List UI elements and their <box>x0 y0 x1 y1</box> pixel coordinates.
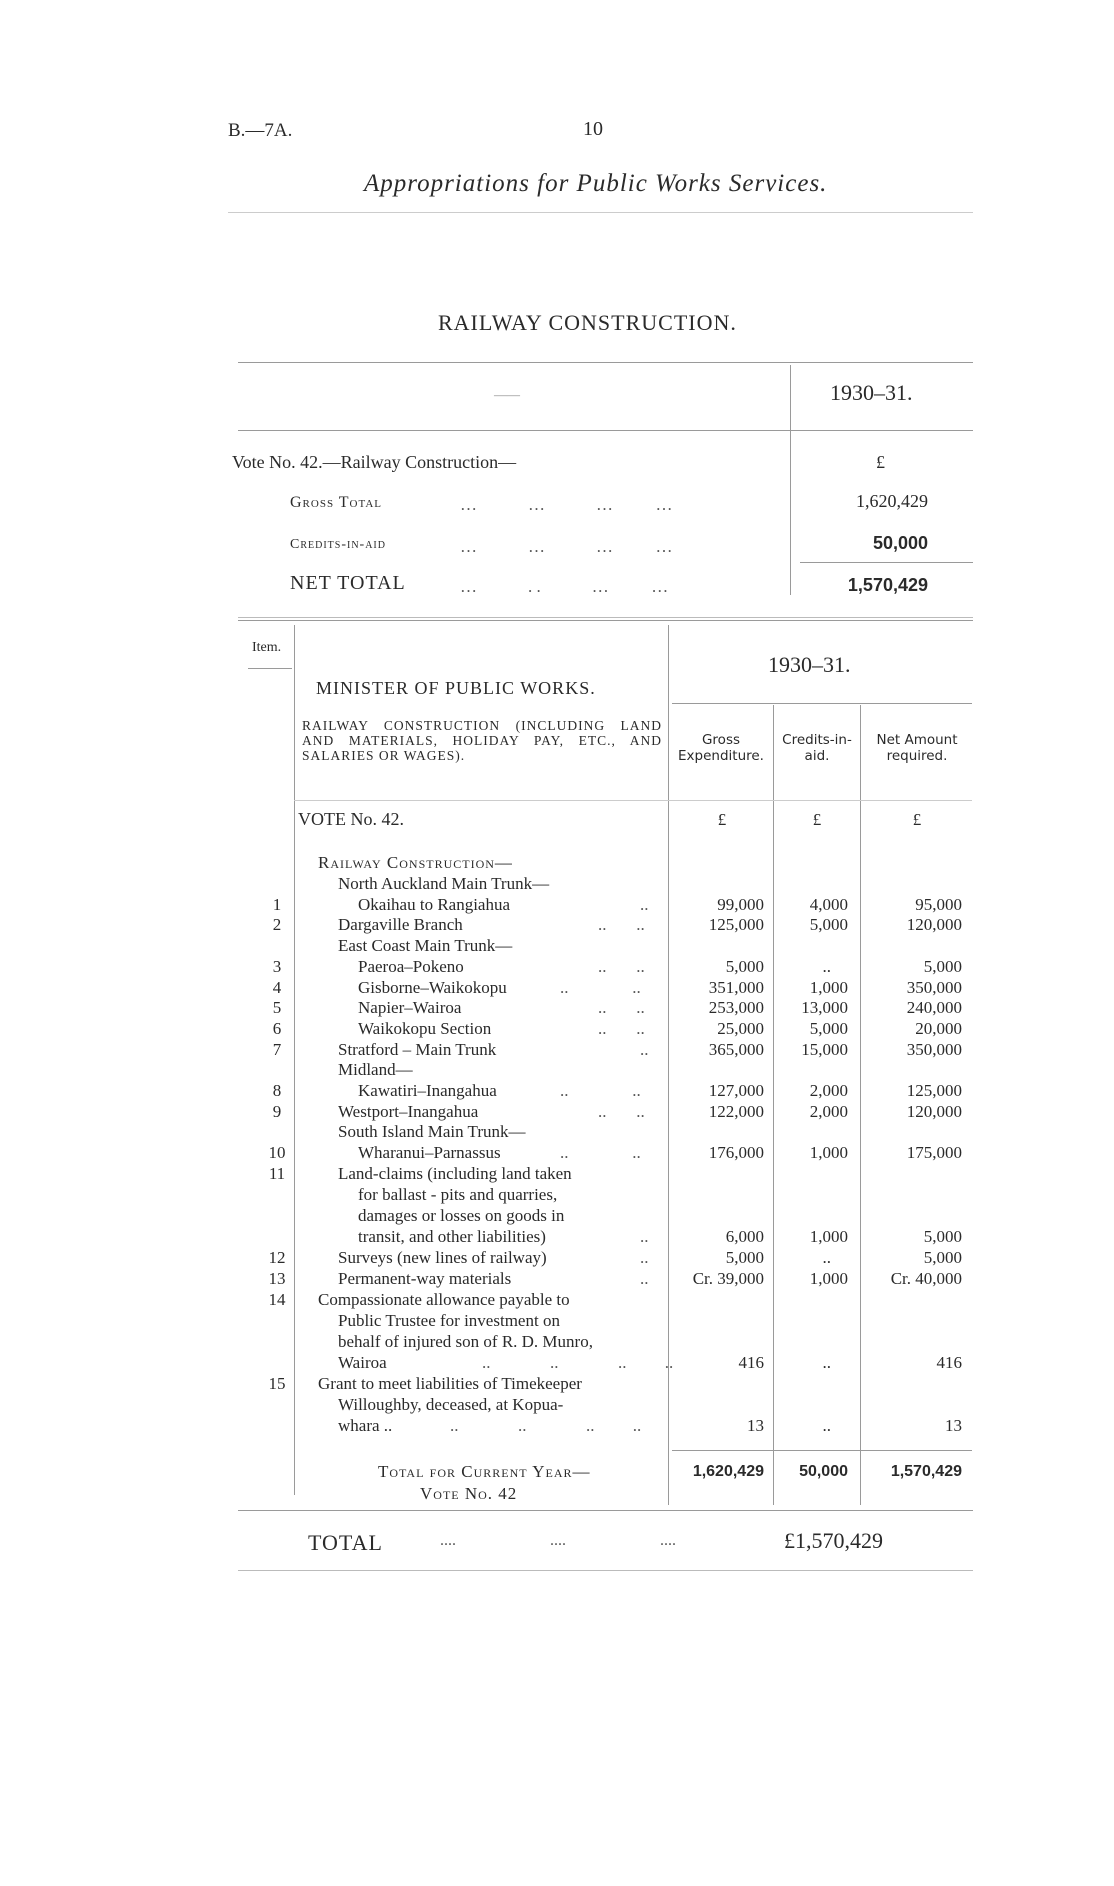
summary-gross-value: 1,620,429 <box>856 491 928 511</box>
item-net: 350,000 <box>906 1040 962 1059</box>
item-net: 5,000 <box>923 1248 962 1267</box>
item-net: 5,000 <box>923 1227 962 1246</box>
item-label-line: Compassionate allowance payable to <box>318 1290 570 1309</box>
item-net: 240,000 <box>906 998 962 1017</box>
summary-net-label: NET TOTAL <box>290 572 406 594</box>
item-label-line: Grant to meet liabilities of Timekeeper <box>318 1374 582 1393</box>
item-net: 416 <box>936 1353 962 1372</box>
item-gross: 5,000 <box>725 957 764 976</box>
item-label-line: Wairoa <box>338 1353 387 1372</box>
detail-year-rule <box>672 703 972 704</box>
item-label-line: for ballast - pits and quarries, <box>358 1185 558 1204</box>
summary-dash: —— <box>494 387 520 402</box>
item-credits: .. <box>822 1416 831 1435</box>
item-gross: 6,000 <box>725 1227 764 1246</box>
item-gross: 416 <box>738 1353 764 1372</box>
item-gross: 122,000 <box>708 1102 764 1121</box>
item-credits: 1,000 <box>809 1143 848 1162</box>
item-credits: .. <box>822 1353 831 1372</box>
item-label-line: Land-claims (including land taken <box>338 1164 572 1183</box>
item-number: 12 <box>268 1248 286 1267</box>
total-net: 1,570,429 <box>890 1463 962 1480</box>
col-credits-header: Credits-in-aid. <box>782 732 852 764</box>
page-subtitle: Appropriations for Public Works Services. <box>364 170 828 197</box>
summary-vote-label: Vote No. 42.—Railway Construction— <box>232 452 517 472</box>
item-credits: 5,000 <box>809 915 848 934</box>
item-label: Paeroa–Pokeno <box>358 957 464 976</box>
item-label: Kawatiri–Inangahua <box>358 1081 497 1100</box>
item-credits: 5,000 <box>809 1019 848 1038</box>
item-header-rule <box>248 668 292 669</box>
item-label-line: transit, and other liabilities) <box>358 1227 546 1246</box>
dot-leader: .. <box>640 1269 649 1288</box>
item-label-line: damages or losses on goods in <box>358 1206 565 1225</box>
total-label-line-1: Total for Current Year— <box>378 1462 591 1481</box>
item-label-line: behalf of injured son of R. D. Munro, <box>338 1332 593 1351</box>
item-label-line: Public Trustee for investment on <box>338 1311 560 1330</box>
item-number: 15 <box>268 1374 286 1393</box>
item-label: Westport–Inangahua <box>338 1102 479 1121</box>
vote-number: VOTE No. 42. <box>298 809 404 829</box>
item-number: 2 <box>272 915 282 934</box>
summary-credits-label: Credits-in-aid <box>290 537 386 552</box>
total-credits: 50,000 <box>799 1463 848 1480</box>
summary-credits-value: 50,000 <box>872 533 928 553</box>
item-net: 175,000 <box>906 1143 962 1162</box>
item-label-line: Willoughby, deceased, at Kopua- <box>338 1395 564 1414</box>
detail-desc-divider <box>668 625 669 1505</box>
item-number: 8 <box>272 1081 282 1100</box>
item-gross: 25,000 <box>717 1019 764 1038</box>
item-credits: .. <box>822 957 831 976</box>
footer-rule <box>238 1570 973 1571</box>
summary-net-value: 1,570,429 <box>847 575 928 595</box>
summary-top-rule <box>238 362 973 363</box>
dot-leader: .. .. <box>598 1102 645 1121</box>
item-gross: 127,000 <box>708 1081 764 1100</box>
item-net: 5,000 <box>923 957 962 976</box>
item-label: Wharanui–Parnassus <box>358 1143 501 1162</box>
footer-total-label: TOTAL <box>308 1530 383 1555</box>
item-number: 11 <box>268 1164 286 1183</box>
dot-leader: .. <box>640 1248 649 1267</box>
item-label: Stratford – Main Trunk <box>338 1040 497 1059</box>
item-gross: 13 <box>747 1416 764 1435</box>
footer-total-value: £1,570,429 <box>784 1528 883 1553</box>
item-credits: 15,000 <box>801 1040 848 1059</box>
item-gross: 99,000 <box>717 895 764 914</box>
dot-leader: .. .. <box>560 978 641 997</box>
item-label-line: whara .. <box>338 1416 393 1435</box>
dot-leader: .. .. <box>560 1143 641 1162</box>
footer-dots: .... .... .... <box>440 1532 676 1549</box>
item-net: 95,000 <box>915 895 962 914</box>
item-header: Item. <box>252 640 282 655</box>
summary-bottom-rule <box>238 617 973 618</box>
item-number: 14 <box>268 1290 286 1309</box>
dot-leader: .. .. <box>598 915 645 934</box>
minister-heading: MINISTER OF PUBLIC WORKS. <box>316 678 596 698</box>
detail-top-rule <box>238 620 973 621</box>
item-credits: 1,000 <box>809 1269 848 1288</box>
summary-credits-leader: … … … … <box>460 537 673 556</box>
item-gross: 5,000 <box>725 1248 764 1267</box>
net-currency: £ <box>912 810 922 829</box>
item-credits: .. <box>822 1248 831 1267</box>
col-net-header: Net Amount required. <box>876 732 958 764</box>
detail-description: RAILWAY CONSTRUCTION (INCLUDING LAND AND MATERIALS, HOLIDAY PAY, ETC., AND SALARIES OR WAGES). <box>302 718 662 763</box>
summary-year: 1930–31. <box>830 380 913 405</box>
item-net: 350,000 <box>906 978 962 997</box>
east-coast-heading: East Coast Main Trunk— <box>338 936 513 955</box>
south-island-heading: South Island Main Trunk— <box>338 1122 526 1141</box>
item-number: 5 <box>272 998 282 1017</box>
page-number: 10 <box>583 118 603 140</box>
item-number: 1 <box>272 895 282 914</box>
detail-credits-divider <box>860 705 861 1505</box>
item-net: 120,000 <box>906 1102 962 1121</box>
detail-item-divider <box>294 625 295 1495</box>
item-gross: Cr. 39,000 <box>692 1269 764 1288</box>
item-credits: 4,000 <box>809 895 848 914</box>
item-label: Gisborne–Waikokopu <box>358 978 507 997</box>
dot-leader: .. <box>640 1227 649 1246</box>
item-credits: 1,000 <box>809 1227 848 1246</box>
summary-currency: £ <box>876 452 885 472</box>
dot-leader: .. .. <box>598 998 645 1017</box>
dot-leader: .. .. .. .. <box>450 1416 642 1435</box>
col-gross-header: Gross Expenditure. <box>678 732 764 764</box>
dot-leader: .. .. <box>598 1019 645 1038</box>
item-credits: 2,000 <box>809 1081 848 1100</box>
detail-bottom-rule <box>238 1510 973 1511</box>
item-number: 10 <box>268 1143 286 1162</box>
item-label: Napier–Wairoa <box>358 998 462 1017</box>
detail-year: 1930–31. <box>768 652 851 677</box>
item-label: Dargaville Branch <box>338 915 463 934</box>
header-rule <box>228 212 973 213</box>
dot-leader: .. .. <box>560 1081 641 1100</box>
total-gross: 1,620,429 <box>692 1463 764 1480</box>
dot-leader: .. <box>640 895 649 914</box>
item-net: 120,000 <box>906 915 962 934</box>
gross-currency: £ <box>717 810 727 829</box>
item-gross: 365,000 <box>708 1040 764 1059</box>
item-gross: 253,000 <box>708 998 764 1017</box>
dot-leader: .. .. .. .. <box>482 1353 674 1372</box>
item-label: Permanent-way materials <box>338 1269 512 1288</box>
item-label: Waikokopu Section <box>358 1019 492 1038</box>
item-net: 125,000 <box>906 1081 962 1100</box>
dot-leader: .. <box>640 1040 649 1059</box>
item-net: 20,000 <box>915 1019 962 1038</box>
summary-gross-label: Gross Total <box>290 494 383 511</box>
detail-col-header-rule <box>294 800 972 801</box>
summary-credits-rule <box>800 562 973 563</box>
item-label: Surveys (new lines of railway) <box>338 1248 547 1267</box>
item-credits: 13,000 <box>801 998 848 1017</box>
item-number: 13 <box>268 1269 286 1288</box>
item-credits: 1,000 <box>809 978 848 997</box>
item-number: 6 <box>272 1019 282 1038</box>
credits-currency: £ <box>812 810 822 829</box>
totals-rule <box>672 1450 972 1451</box>
railway-heading: Railway Construction— <box>318 853 513 872</box>
item-number: 3 <box>272 957 282 976</box>
midland-heading: Midland— <box>338 1060 413 1079</box>
page-ref: B.—7A. <box>228 120 293 141</box>
summary-divider <box>790 365 791 595</box>
section-title: RAILWAY CONSTRUCTION. <box>438 310 737 335</box>
summary-gross-leader: … … … … <box>460 495 673 514</box>
item-label: Okaihau to Rangiahua <box>358 895 511 914</box>
item-net: Cr. 40,000 <box>890 1269 962 1288</box>
detail-gross-divider <box>773 705 774 1505</box>
north-auckland-heading: North Auckland Main Trunk— <box>338 874 550 893</box>
item-gross: 125,000 <box>708 915 764 934</box>
item-gross: 176,000 <box>708 1143 764 1162</box>
item-gross: 351,000 <box>708 978 764 997</box>
item-credits: 2,000 <box>809 1102 848 1121</box>
summary-net-leader: … . . … … <box>460 577 669 596</box>
item-number: 7 <box>272 1040 282 1059</box>
total-label-line-2: Vote No. 42 <box>420 1484 518 1503</box>
summary-header-rule <box>238 430 973 431</box>
item-number: 4 <box>272 978 282 997</box>
dot-leader: .. .. <box>598 957 645 976</box>
item-number: 9 <box>272 1102 282 1121</box>
item-net: 13 <box>945 1416 962 1435</box>
